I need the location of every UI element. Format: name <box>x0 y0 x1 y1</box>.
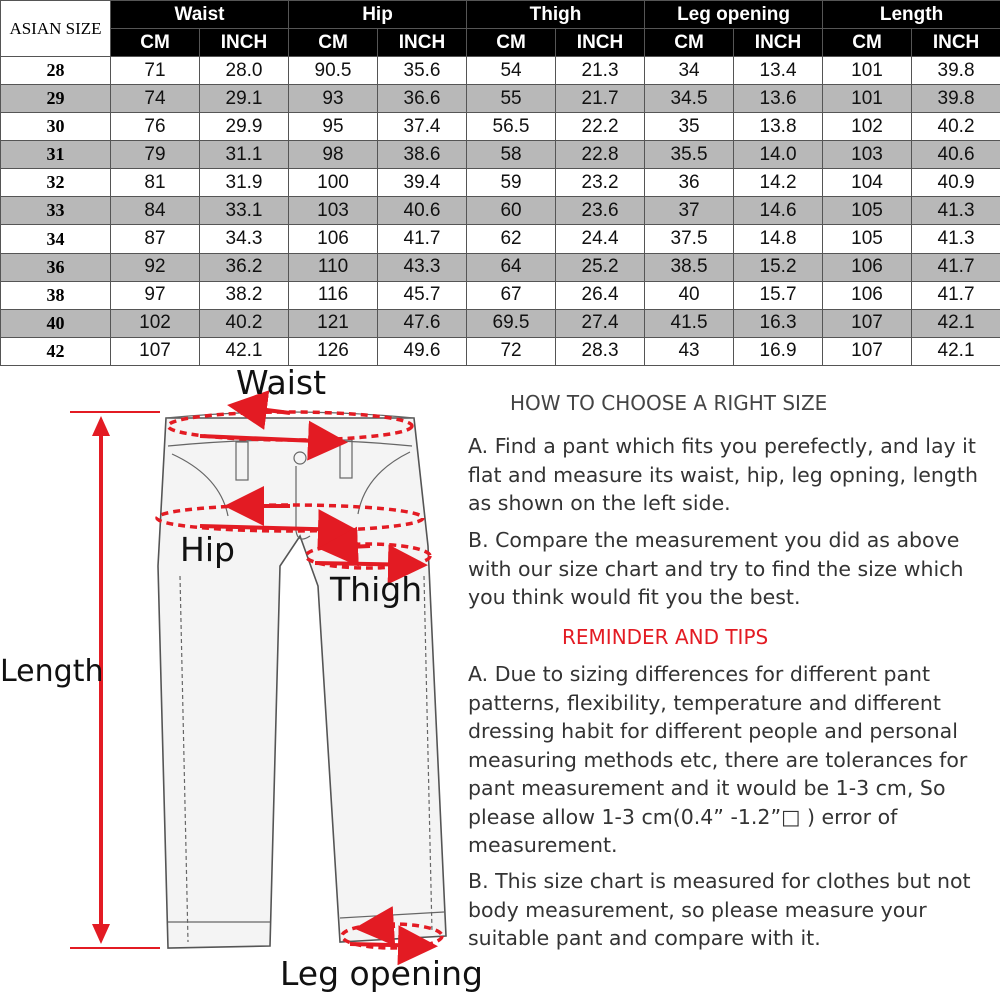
cell-waist-inch: 33.1 <box>200 197 289 225</box>
cell-leg-opening-cm: 34 <box>645 57 734 85</box>
cell-thigh-cm: 58 <box>467 141 556 169</box>
cell-hip-inch: 35.6 <box>378 57 467 85</box>
cell-length-cm: 105 <box>823 197 912 225</box>
table-row <box>1 337 1000 365</box>
cell-length-cm: 105 <box>823 225 912 253</box>
cell-waist-cm: 81 <box>111 169 200 197</box>
cell-leg-opening-inch: 14.8 <box>734 225 823 253</box>
cell-length-inch: 42.1 <box>912 309 1000 337</box>
cell-thigh-cm: 67 <box>467 281 556 309</box>
cell-leg-opening-inch: 15.7 <box>734 281 823 309</box>
table-row <box>1 309 1000 337</box>
cell-leg-opening-cm: 36 <box>645 169 734 197</box>
cell-leg-opening-inch: 13.4 <box>734 57 823 85</box>
cell-hip-inch: 37.4 <box>378 113 467 141</box>
cell-waist-inch: 28.0 <box>200 57 289 85</box>
cell-length-inch: 41.7 <box>912 281 1000 309</box>
step-b-text: B. Compare the measurement you did as above with our size chart and try to find the size which you think would fit you the best. <box>468 526 998 612</box>
cell-leg-opening-cm: 37.5 <box>645 225 734 253</box>
cell-hip-inch: 41.7 <box>378 225 467 253</box>
cell-waist-cm: 79 <box>111 141 200 169</box>
unit-header-cm: CM <box>467 29 556 57</box>
cell-leg-opening-inch: 15.2 <box>734 253 823 281</box>
cell-thigh-inch: 25.2 <box>556 253 645 281</box>
cell-length-cm: 106 <box>823 281 912 309</box>
cell-leg-opening-cm: 35 <box>645 113 734 141</box>
cell-hip-cm: 106 <box>289 225 378 253</box>
cell-hip-inch: 36.6 <box>378 85 467 113</box>
tip-b-text: B. This size chart is measured for clothes but not body measurement, so please measure your suitable pant and compare with it. <box>468 867 998 953</box>
cell-size: 40 <box>1 309 111 337</box>
cell-thigh-inch: 22.2 <box>556 113 645 141</box>
cell-thigh-cm: 54 <box>467 57 556 85</box>
cell-hip-cm: 100 <box>289 169 378 197</box>
cell-length-cm: 103 <box>823 141 912 169</box>
table-row <box>1 281 1000 309</box>
cell-hip-cm: 90.5 <box>289 57 378 85</box>
cell-hip-cm: 110 <box>289 253 378 281</box>
cell-hip-inch: 43.3 <box>378 253 467 281</box>
cell-thigh-inch: 28.3 <box>556 337 645 365</box>
unit-header-cm: CM <box>823 29 912 57</box>
cell-waist-cm: 107 <box>111 337 200 365</box>
how-to-choose-title: HOW TO CHOOSE A RIGHT SIZE <box>510 391 827 415</box>
pants-outline <box>158 418 446 948</box>
cell-thigh-inch: 27.4 <box>556 309 645 337</box>
cell-leg-opening-cm: 37 <box>645 197 734 225</box>
cell-waist-cm: 84 <box>111 197 200 225</box>
table-row <box>1 253 1000 281</box>
cell-length-inch: 41.3 <box>912 197 1000 225</box>
cell-hip-cm: 116 <box>289 281 378 309</box>
cell-leg-opening-inch: 16.9 <box>734 337 823 365</box>
cell-thigh-inch: 23.6 <box>556 197 645 225</box>
cell-leg-opening-cm: 43 <box>645 337 734 365</box>
table-row <box>1 225 1000 253</box>
cell-waist-inch: 29.1 <box>200 85 289 113</box>
cell-hip-cm: 126 <box>289 337 378 365</box>
unit-header-cm: CM <box>645 29 734 57</box>
cell-length-cm: 107 <box>823 309 912 337</box>
unit-header-inch: INCH <box>912 29 1000 57</box>
cell-hip-inch: 45.7 <box>378 281 467 309</box>
cell-waist-cm: 87 <box>111 225 200 253</box>
cell-thigh-cm: 59 <box>467 169 556 197</box>
cell-length-cm: 102 <box>823 113 912 141</box>
cell-thigh-cm: 72 <box>467 337 556 365</box>
cell-leg-opening-inch: 13.6 <box>734 85 823 113</box>
cell-hip-inch: 47.6 <box>378 309 467 337</box>
waist-header: Waist <box>111 1 289 29</box>
cell-size: 31 <box>1 141 111 169</box>
cell-thigh-inch: 21.3 <box>556 57 645 85</box>
cell-waist-inch: 31.1 <box>200 141 289 169</box>
cell-leg-opening-cm: 35.5 <box>645 141 734 169</box>
cell-length-cm: 101 <box>823 85 912 113</box>
cell-hip-inch: 49.6 <box>378 337 467 365</box>
cell-length-inch: 41.3 <box>912 225 1000 253</box>
cell-hip-cm: 121 <box>289 309 378 337</box>
cell-leg-opening-cm: 38.5 <box>645 253 734 281</box>
cell-waist-cm: 102 <box>111 309 200 337</box>
reminder-title: REMINDER AND TIPS <box>562 625 768 649</box>
cell-size: 36 <box>1 253 111 281</box>
cell-length-inch: 39.8 <box>912 85 1000 113</box>
cell-length-inch: 40.6 <box>912 141 1000 169</box>
cell-size: 29 <box>1 85 111 113</box>
tip-a-text: A. Due to sizing differences for different pant patterns, flexibility, temperature and different dressing habit for different people and personal measuring methods etc, there are tolerances for pant measurement and it would be 1-3 cm, So please allow 1-3 cm(0.4” -1.2”□ ) error of measurement. <box>468 660 998 860</box>
unit-header-inch: INCH <box>378 29 467 57</box>
cell-thigh-cm: 62 <box>467 225 556 253</box>
cell-leg-opening-cm: 41.5 <box>645 309 734 337</box>
size-chart-table <box>0 0 1000 366</box>
unit-header-inch: INCH <box>200 29 289 57</box>
table-row <box>1 141 1000 169</box>
cell-size: 28 <box>1 57 111 85</box>
leg-opening-header: Leg opening <box>645 1 823 29</box>
cell-length-cm: 104 <box>823 169 912 197</box>
cell-waist-cm: 76 <box>111 113 200 141</box>
unit-header-inch: INCH <box>556 29 645 57</box>
cell-size: 33 <box>1 197 111 225</box>
thigh-header: Thigh <box>467 1 645 29</box>
cell-leg-opening-inch: 14.6 <box>734 197 823 225</box>
cell-leg-opening-cm: 34.5 <box>645 85 734 113</box>
cell-waist-cm: 71 <box>111 57 200 85</box>
cell-leg-opening-inch: 14.0 <box>734 141 823 169</box>
cell-hip-inch: 40.6 <box>378 197 467 225</box>
table-row <box>1 85 1000 113</box>
cell-waist-inch: 36.2 <box>200 253 289 281</box>
cell-leg-opening-inch: 13.8 <box>734 113 823 141</box>
table-row <box>1 197 1000 225</box>
cell-thigh-cm: 64 <box>467 253 556 281</box>
cell-hip-cm: 93 <box>289 85 378 113</box>
asian-size-header: ASIAN SIZE <box>1 1 111 57</box>
cell-leg-opening-inch: 14.2 <box>734 169 823 197</box>
cell-waist-inch: 31.9 <box>200 169 289 197</box>
cell-length-inch: 40.9 <box>912 169 1000 197</box>
unit-header-inch: INCH <box>734 29 823 57</box>
cell-waist-cm: 92 <box>111 253 200 281</box>
cell-waist-inch: 34.3 <box>200 225 289 253</box>
cell-thigh-cm: 55 <box>467 85 556 113</box>
cell-thigh-inch: 26.4 <box>556 281 645 309</box>
cell-waist-inch: 42.1 <box>200 337 289 365</box>
cell-length-cm: 106 <box>823 253 912 281</box>
cell-thigh-cm: 60 <box>467 197 556 225</box>
cell-waist-inch: 29.9 <box>200 113 289 141</box>
cell-size: 34 <box>1 225 111 253</box>
length-label: Length <box>0 654 103 689</box>
cell-leg-opening-inch: 16.3 <box>734 309 823 337</box>
cell-hip-inch: 39.4 <box>378 169 467 197</box>
cell-size: 38 <box>1 281 111 309</box>
cell-size: 32 <box>1 169 111 197</box>
cell-size: 42 <box>1 337 111 365</box>
length-header: Length <box>823 1 1000 29</box>
cell-waist-inch: 38.2 <box>200 281 289 309</box>
cell-hip-inch: 38.6 <box>378 141 467 169</box>
leg-opening-label: Leg opening <box>280 954 483 993</box>
hip-header: Hip <box>289 1 467 29</box>
cell-length-cm: 101 <box>823 57 912 85</box>
cell-length-inch: 42.1 <box>912 337 1000 365</box>
thigh-label: Thigh <box>330 570 422 609</box>
table-row <box>1 57 1000 85</box>
cell-length-inch: 41.7 <box>912 253 1000 281</box>
cell-thigh-inch: 22.8 <box>556 141 645 169</box>
cell-thigh-inch: 24.4 <box>556 225 645 253</box>
cell-length-inch: 39.8 <box>912 57 1000 85</box>
unit-header-cm: CM <box>111 29 200 57</box>
hip-label: Hip <box>180 530 235 569</box>
cell-thigh-inch: 23.2 <box>556 169 645 197</box>
cell-thigh-cm: 56.5 <box>467 113 556 141</box>
cell-waist-cm: 74 <box>111 85 200 113</box>
cell-thigh-cm: 69.5 <box>467 309 556 337</box>
unit-header-cm: CM <box>289 29 378 57</box>
waist-label: Waist <box>236 363 326 402</box>
cell-hip-cm: 95 <box>289 113 378 141</box>
cell-hip-cm: 98 <box>289 141 378 169</box>
cell-length-cm: 107 <box>823 337 912 365</box>
cell-leg-opening-cm: 40 <box>645 281 734 309</box>
step-a-text: A. Find a pant which fits you perefectly, and lay it flat and measure its waist, hip, leg opning, length as shown on the left side. <box>468 432 998 518</box>
cell-size: 30 <box>1 113 111 141</box>
pants-measurement-diagram <box>0 366 520 1000</box>
table-row <box>1 169 1000 197</box>
cell-waist-cm: 97 <box>111 281 200 309</box>
cell-hip-cm: 103 <box>289 197 378 225</box>
cell-thigh-inch: 21.7 <box>556 85 645 113</box>
size-guide-instructions <box>462 366 1000 1000</box>
size-table-body <box>1 57 1000 366</box>
cell-length-inch: 40.2 <box>912 113 1000 141</box>
cell-waist-inch: 40.2 <box>200 309 289 337</box>
table-row <box>1 113 1000 141</box>
